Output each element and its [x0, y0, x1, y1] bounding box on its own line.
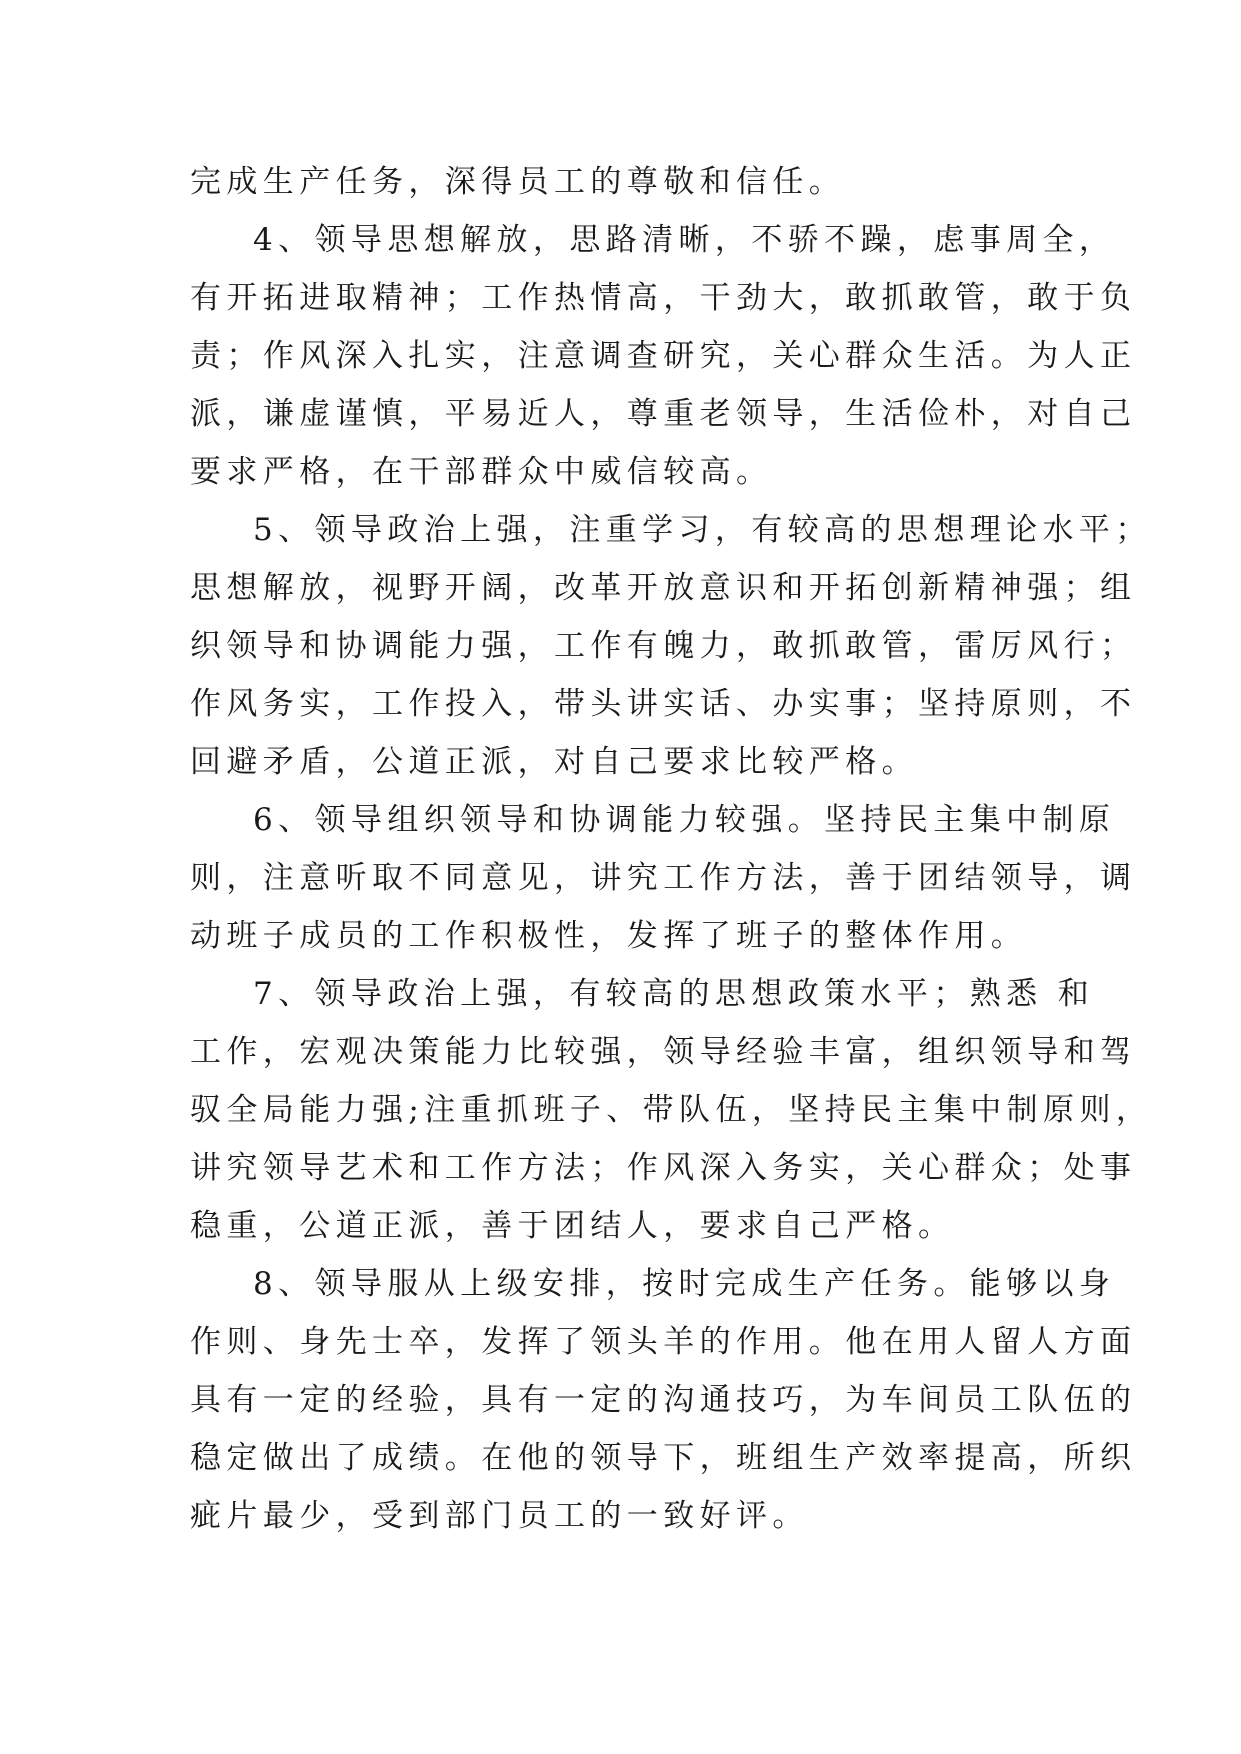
text-line: 有开拓进取精神；工作热情高，干劲大，敢抓敢管，敢于负 [190, 280, 1137, 316]
text-line: 思想解放，视野开阔，改革开放意识和开拓创新精神强；组 [190, 570, 1137, 606]
text-line: 完成生产任务，深得员工的尊敬和信任。 [190, 164, 846, 200]
text-line: 则，注意听取不同意见，讲究工作方法，善于团结领导，调 [190, 860, 1137, 896]
text-line: 稳定做出了成绩。在他的领导下，班组生产效率提高，所织 [190, 1440, 1137, 1476]
paragraph-8-first-line: 8、领导服从上级安排，按时完成生产任务。能够以身 [253, 1266, 1116, 1302]
text-line: 回避矛盾，公道正派，对自己要求比较严格。 [190, 744, 918, 780]
paragraph-6-first-line: 6、领导组织领导和协调能力较强。坚持民主集中制原 [253, 802, 1116, 838]
text-line: 织领导和协调能力强，工作有魄力，敢抓敢管，雷厉风行； [190, 628, 1137, 664]
paragraph-5-first-line: 5、领导政治上强，注重学习，有较高的思想理论水平； [253, 512, 1152, 548]
text-line: 动班子成员的工作积极性，发挥了班子的整体作用。 [190, 918, 1028, 954]
text-line: 工作，宏观决策能力比较强，领导经验丰富，组织领导和驾 [190, 1034, 1137, 1070]
text-line: 稳重，公道正派，善于团结人，要求自己严格。 [190, 1208, 955, 1244]
text-line: 责；作风深入扎实，注意调查研究，关心群众生活。为人正 [190, 338, 1137, 374]
text-line: 要求严格，在干部群众中威信较高。 [190, 454, 773, 490]
paragraph-7-first-line: 7、领导政治上强，有较高的思想政策水平；熟悉 和 [253, 976, 1095, 1012]
text-line: 派，谦虚谨慎，平易近人，尊重老领导，生活俭朴，对自己 [190, 396, 1137, 432]
text-line: 疵片最少，受到部门员工的一致好评。 [190, 1498, 809, 1534]
text-line: 作则、身先士卒，发挥了领头羊的作用。他在用人留人方面 [190, 1324, 1137, 1360]
text-line: 具有一定的经验，具有一定的沟通技巧，为车间员工队伍的 [190, 1382, 1137, 1418]
text-line: 驭全局能力强;注重抓班子、带队伍，坚持民主集中制原则， [190, 1092, 1153, 1128]
text-line: 作风务实，工作投入，带头讲实话、办实事；坚持原则，不 [190, 686, 1137, 722]
paragraph-4-first-line: 4、领导思想解放，思路清晰，不骄不躁，虑事周全， [253, 222, 1116, 258]
text-line: 讲究领导艺术和工作方法；作风深入务实，关心群众；处事 [190, 1150, 1137, 1186]
